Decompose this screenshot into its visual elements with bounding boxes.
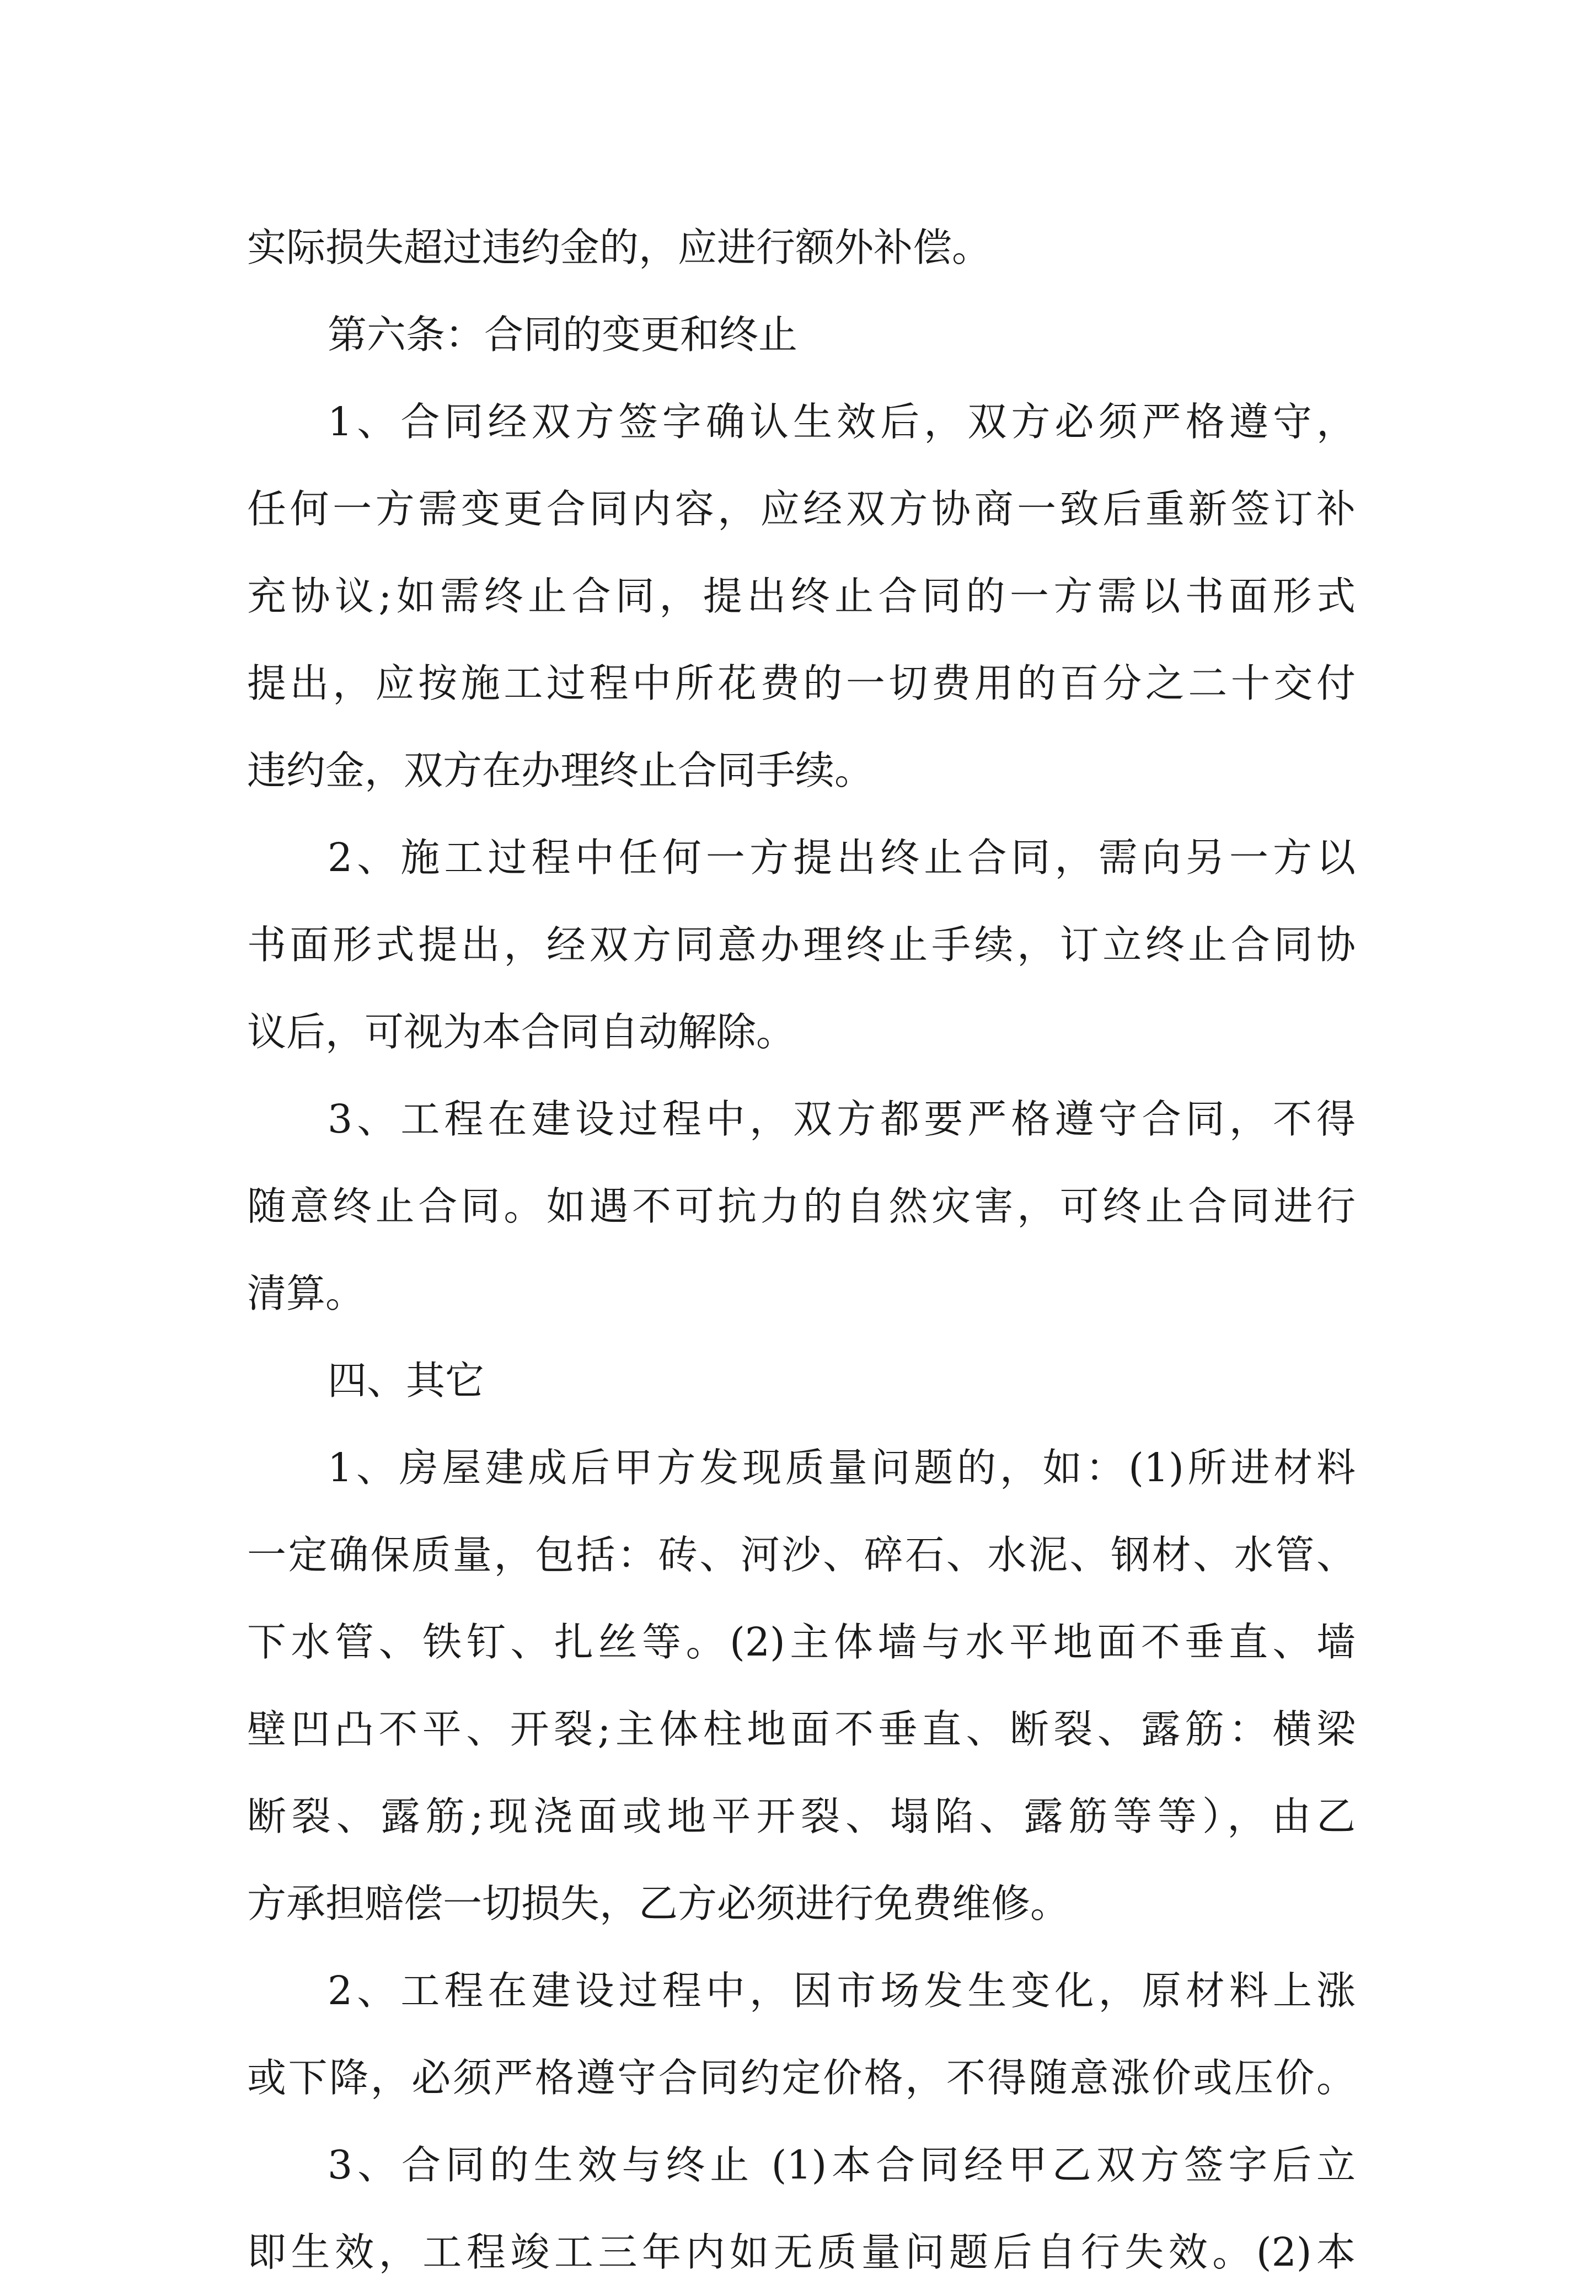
text-line: 违约金，双方在办理终止合同手续。 [247,747,874,793]
text-line: 书面形式提出，经双方同意办理终止手续，订立终止合同协 [247,922,1356,968]
text-line: 清算。 [247,1270,365,1316]
text-line: 下水管、铁钉、扎丝等。(2)主体墙与水平地面不垂直、墙 [247,1619,1356,1665]
text-line: 2、工程在建设过程中，因市场发生变化，原材料上涨 [328,1968,1356,2014]
text-line: 一定确保质量，包括：砖、河沙、碎石、水泥、钢材、水管、 [247,1532,1356,1578]
section-heading: 四、其它 [328,1358,485,1403]
text-line: 3、合同的生效与终止 (1)本合同经甲乙双方签字后立 [328,2142,1356,2188]
text-line: 即生效，工程竣工三年内如无质量问题后自行失效。(2)本 [247,2229,1356,2275]
text-line: 2、施工过程中任何一方提出终止合同，需向另一方以 [328,835,1356,880]
document-body [247,204,1356,2296]
text-line: 3、工程在建设过程中，双方都要严格遵守合同，不得 [328,1096,1356,1142]
text-line: 1、房屋建成后甲方发现质量问题的，如：(1)所进材料 [328,1445,1356,1491]
text-line: 断裂、露筋;现浇面或地平开裂、塌陷、露筋等等），由乙 [247,1793,1356,1839]
text-line: 随意终止合同。如遇不可抗力的自然灾害，可终止合同进行 [247,1183,1356,1229]
section-heading: 第六条：合同的变更和终止 [328,312,798,357]
text-line: 1、合同经双方签字确认生效后，双方必须严格遵守， [328,399,1356,445]
text-line: 任何一方需变更合同内容，应经双方协商一致后重新签订补 [247,486,1356,532]
text-line: 议后，可视为本合同自动解除。 [247,1009,796,1055]
text-line: 方承担赔偿一切损失，乙方必须进行免费维修。 [247,1881,1070,1926]
text-line: 或下降，必须严格遵守合同约定价格，不得随意涨价或压价。 [247,2055,1356,2101]
text-line: 实际损失超过违约金的，应进行额外补偿。 [247,225,992,270]
text-line: 充协议;如需终止合同，提出终止合同的一方需以书面形式 [247,573,1356,619]
text-line: 提出，应按施工过程中所花费的一切费用的百分之二十交付 [247,660,1356,706]
text-line: 壁凹凸不平、开裂;主体柱地面不垂直、断裂、露筋：横梁 [247,1706,1356,1752]
